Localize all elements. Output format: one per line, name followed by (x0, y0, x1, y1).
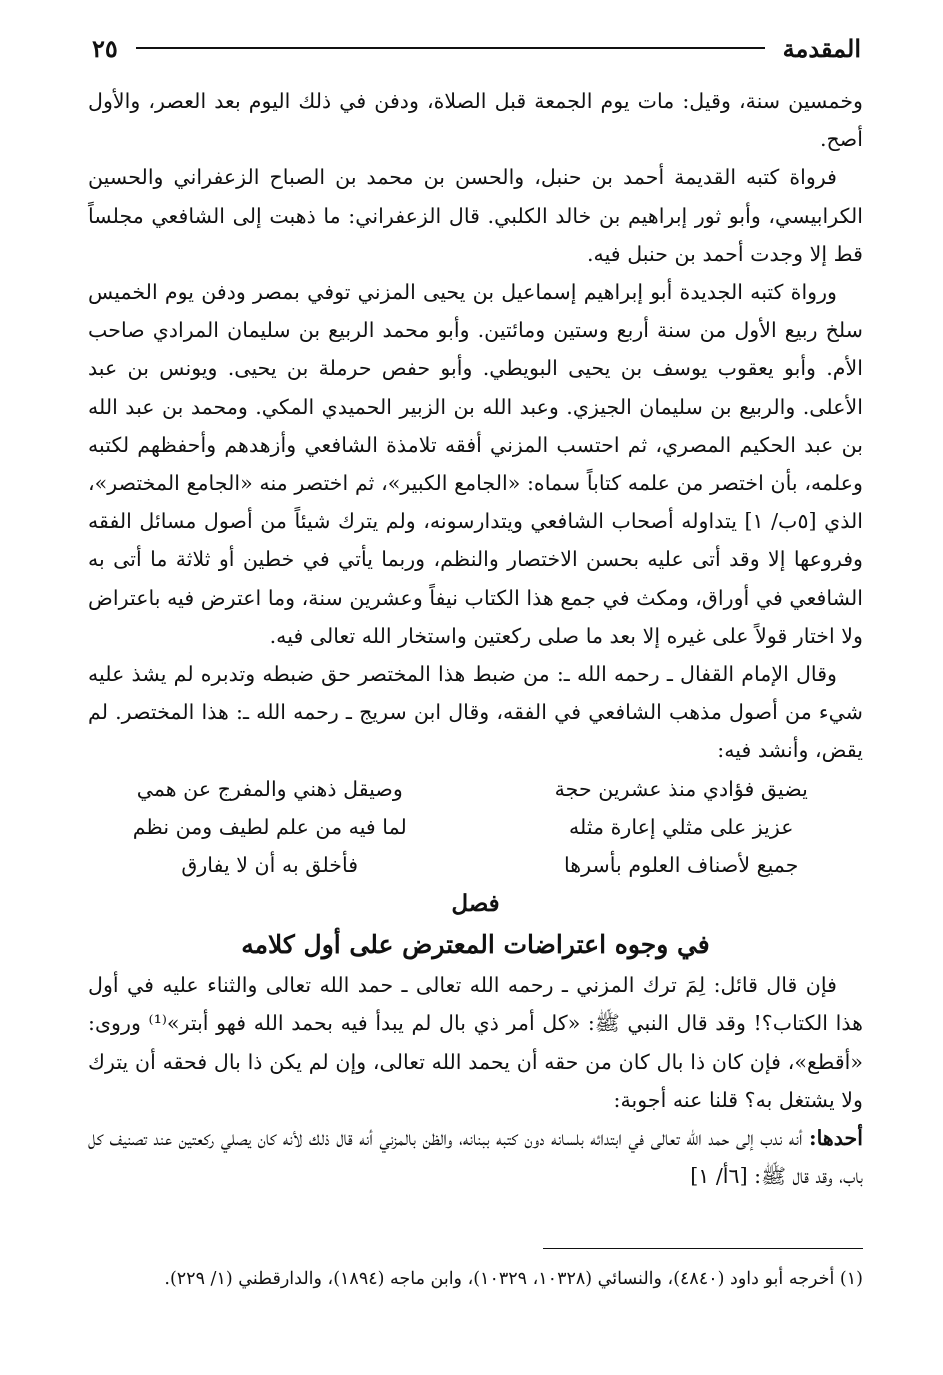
main-text (88, 82, 863, 1195)
paragraph-6-lead: أحدها: (809, 1126, 863, 1151)
paragraph-2: فرواة كتبه القديمة أحمد بن حنبل، والحسن بن محمد بن الصباح الزعفراني والحسين الكرابيسي، وأبو ثور إبراهيم بن خالد الكلبي. قال الزعفراني: ما ذهبت إلى الشافعي مجلساً قط إلا وجدت أحمد بن حنبل فيه. (88, 165, 863, 266)
poem-verse-1-first: يضيق فؤادي منذ عشرين حجة (554, 776, 808, 801)
section-subheading: في وجوه اعتراضات المعترض على أول كلامه (241, 930, 710, 960)
footnotes (88, 1262, 863, 1296)
footnote-1: (١) أخرجه أبو داود (٤٨٤٠)، والنسائي (١٠٣٢٨، ١٠٣٢٩)، وابن ماجه (١٨٩٤)، والدارقطني (١/ ٢٢٩). (164, 1269, 863, 1289)
section-heading: فصل (451, 890, 500, 918)
header-rule (136, 47, 765, 49)
footnote-rule (543, 1248, 863, 1249)
poem-verse-3-second: فأخلق به أن لا يفارق (181, 853, 359, 878)
poem-verse-3-first: جميع لأصناف العلوم بأسرها (564, 853, 799, 878)
paragraph-4: وقال الإمام القفال ـ رحمه الله ـ: من ضبط هذا المختصر حق ضبطه وتدبره لم يشذ عليه شيء من أصول مذهب الشافعي في الفقه، وقال ابن سريج ـ رحمه الله ـ: هذا المختصر. لم يقض، وأنشد فيه: (88, 662, 863, 763)
paragraph-6-text: أنه ندب إلى حمد الله تعالى في ابتدائه بلسانه دون كتبه ببنانه، والظن بالمزني أنه قال ذلك لأنه كان يصلي ركعتين عند تصنيف كل باب، وقد قال ﷺ: [٦أ/ ١] (88, 1126, 863, 1189)
poem (94, 770, 857, 885)
paragraph-5: فإن قال قائل: لِمَ ترك المزني ـ رحمه الله تعالى ـ حمد الله تعالى والثناء عليه في أول هذا الكتاب؟! وقد قال النبي ﷺ: «كل أمر ذي بال لم يبدأ فيه بحمد الله فهو أبتر»⁽¹⁾ وروى: «أقطع»، فإن كان ذا بال كان من حقه أن يحمد الله تعالى، وإن لم يكن ذا بال فحقه أن يترك ولا يشتغل به؟ قلنا عنه أجوبة: (88, 973, 863, 1112)
running-header (92, 30, 861, 66)
poem-verse-2-first: عزيز على مثلي إعارة مثله (568, 814, 794, 839)
poem-verse-2-second: لما فيه من علم لطيف ومن نظم (132, 814, 407, 839)
paragraph-6 (88, 1119, 863, 1195)
paragraph-1: وخمسين سنة، وقيل: مات يوم الجمعة قبل الصلاة، ودفن في ذلك اليوم بعد العصر، والأول أصح. (88, 89, 863, 152)
paragraph-3: ورواة كتبه الجديدة أبو إبراهيم إسماعيل بن يحيى المزني توفي بمصر ودفن يوم الخميس سلخ ربيع الأول من سنة أربع وستين ومائتين. وأبو محمد الربيع بن سليمان المرادي صاحب الأم. وأبو يعقوب يوسف بن يحيى البويطي. وأبو حفص حرملة بن يحيى. ويونس بن عبد الأعلى. والربيع بن سليمان الجيزي. وعبد الله بن الزبير الحميدي المكي. ومحمد بن عبد الله بن عبد الحكيم المصري، ثم احتسب المزني أفقه تلامذة الشافعي وأزهدهم وأحفظهم لكتبه وعلمه، بأن اختصر من علمه كتاباً سماه: «الجامع الكبير»، ثم اختصر منه «الجامع المختصر»، الذي [٥ب/ ١] يتداوله أصحاب الشافعي ويتدارسونه، ولم يترك شيئاً من أصول مسائل الفقه وفروعها إلا وقد أتى عليه بحسن الاختصار والنظم، وربما يأتي في خطين أو ثلاثة ما أتى به الشافعي في أوراق، ومكث في جمع هذا الكتاب نيفاً وعشرين سنة، وما اعترض فيه باعتراض ولا اختار قولاً على غيره إلا بعد ما صلى ركعتين واستخار الله تعالى فيه. (88, 280, 863, 648)
poem-verse-1-second: وصيقل ذهني والمفرج عن همي (136, 776, 403, 801)
page-number: ٢٥ (92, 33, 118, 63)
section-title: المقدمة (782, 33, 861, 63)
